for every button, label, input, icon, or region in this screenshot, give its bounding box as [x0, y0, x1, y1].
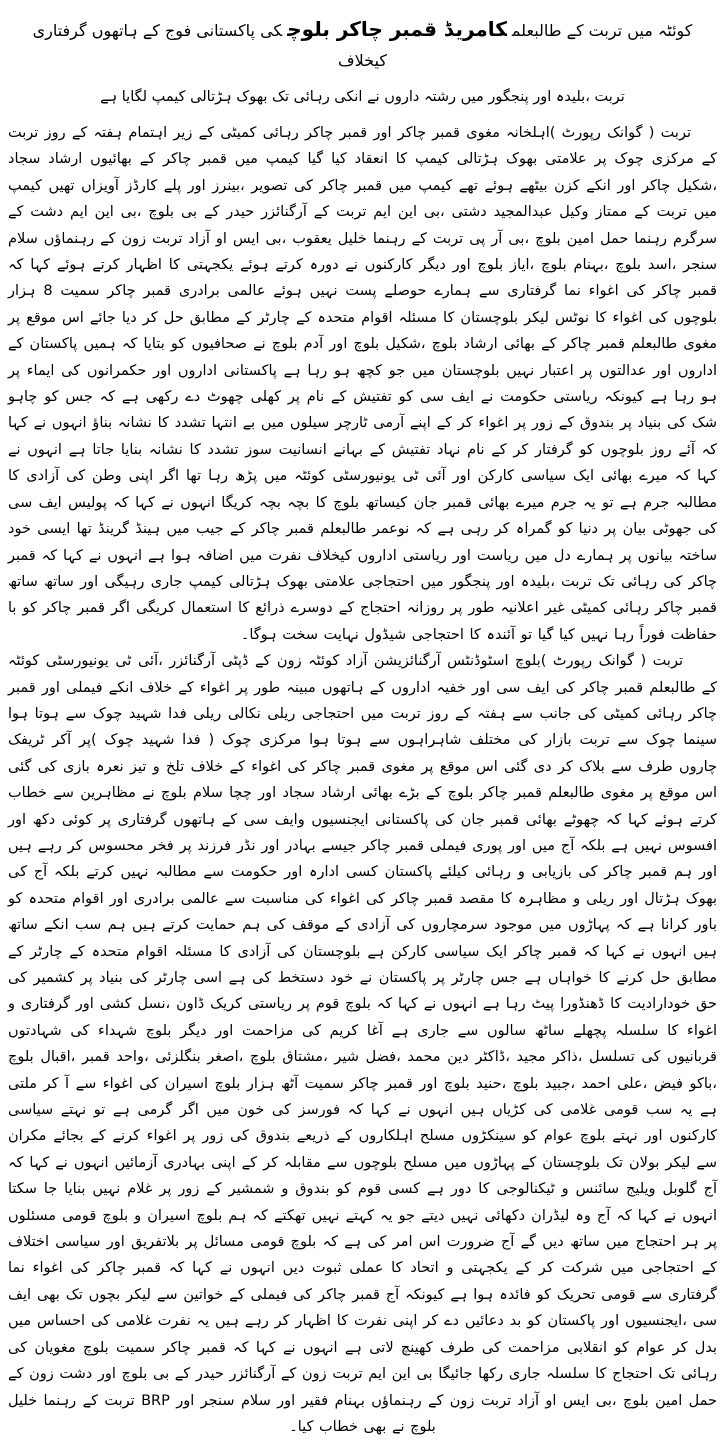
article-body [8, 120, 717, 1440]
headline [8, 14, 717, 76]
headline-subject-name: کامریڈ قمبر چاکر بلوچ [287, 17, 507, 41]
headline-suffix: کی پاکستانی فوج کے ہاتھوں گرفتاری کیخلاف [32, 21, 387, 70]
article-paragraph-2: تربت ( گوانک رپورٹ )بلوچ اسٹوڈنٹس آرگنائزیشن آزاد کوئٹہ زون کے ڈپٹی آرگنائزر ،آئی ٹی یونیورسٹی کوئٹہ کے طالبعلم قمبر چاکر کی ایف سی اور خفیہ اداروں کے ہاتھوں مبینہ طور پر اغواء کے خلاف انکے فیملی اور قمبر چاکر رہائی کمیٹی کی جانب سے ہفتہ کے روز تربت میں احتجاجی ریلی نکالی ریلی فدا شہید چوک سے ہوتا ہوا سینما چوک سے تربت بازار کی مختلف شاہراہوں سے ہوتا ہوا مرکزی چوک ( فدا شہید چوک )پر آکر ٹریفک چاروں طرف سے بلاک کر دی گئی اس موقع پر مغوی قمبر چاکر کی اغواء کے خلاف تلخ و تیز نعرہ بازی کی گئی اس موقع پر مغوی طالبعلم قمبر چاکر بلوچ کے بڑے بھائی ارشاد سجاد اور چچا سلام بلوچ نے مظاہرین سے خطاب کرتے ہوئے کہا کہ چھوٹے بھائی قمبر جان کی پاکستانی ایجنسیوں وایف سی کے ہاتھوں گرفتاری پر کوئی دکھ اور افسوس نہیں ہے بلکہ آج میں اور پوری فیملی قمبر چاکر جیسے بہادر اور نڈر فرزند پر فخر محسوس کر رہے ہیں اور ہم قمبر چاکر کی بازیابی و رہائی کیلئے پاکستان کسی ادارہ اور حکومت سے مطالبہ نہیں کرتے بلکہ آج کی بھوک ہڑتال اور ریلی و مظاہرہ کا مقصد قمبر چاکر کی اغواء کی مناسبت سے عالمی برادری اور اقوام متحدہ کو باور کرانا ہے کہ پہاڑوں میں موجود سرمچاروں کی آزادی کے موقف کی ہم حمایت کرتے ہیں ہم سب انکے ساتھ ہیں انہوں نے کہا کہ قمبر چاکر ایک سیاسی کارکن ہے بلوچستان کی آزادی کا مسئلہ اقوام متحدہ کے چارٹر کے مطابق حل کرنے کا خواہاں ہے جس چارٹر پر پاکستان نے خود دستخط کی ہے اسی چارٹر کی بنیاد پر کشمیر کی حق خودارادیت کا ڈھنڈورا پیٹ رہا ہے انہوں نے کہا کہ بلوچ قوم پر ریاستی کریک ڈاون ،نسل کشی اور گرفتاری و اغواء کا سلسلہ پچھلے ساٹھ سالوں سے جاری ہے آغا کریم کی مزاحمت اور دیگر بلوچ شہداء کی شہادتوں قربانیوں کی تسلسل ،ذاکر مجید ،ڈاکٹر دین محمد ،فضل شیر ،مشتاق بلوچ ،اصغر بنگلزئی ،واحد قمبر ،اقبال بلوچ ،باکو فیض ،علی احمد ،جبید بلوچ ،حنید بلوچ اور قمبر چاکر سمیت آٹھ ہزار بلوچ اسیران کی اغواء سے آ کر ملتی ہے یہ سب قومی غلامی کی کڑیاں ہیں انہوں نے کہا کہ فورسز کی خون میں اگر گرمی ہے تو نہتے سیاسی کارکنوں اور نہتے بلوچ عوام کو سینکڑوں مسلح اہلکاروں کے ذریعے بندوق کی زور پر اغواء کرنے کے بجائے مکران سے لیکر بولان تک بلوچستان کے پہاڑوں میں مسلح بلوچوں سے مقابلہ کر کے اپنی بہادری آزمائیں انہوں نے کہا کہ آج گلوبل ویلیج سائنس و ٹیکنالوجی کا دور ہے کسی قوم کو بندوق و شمشیر کے زور پر غلام نہیں بنایا جا سکتا انہوں نے کہا کہ آج وہ لیڈران دکھائی نہیں دیتے جو یہ کہتے نہیں تھکتے کہ ہم بلوچ اسیران و بلوچ قومی مسئلوں پر ہر احتجاج میں ساتھ دیں گے آج ضرورت اس امر کی ہے کہ بلوچ قومی مسائل پر بلاتفریق اور سیاسی اختلاف کے احتجاجی میں شرکت کر کے یکجہتی و اتحاد کا عملی ثبوت دیں انہوں نے کہا کہ قمبر چاکر کی اغواء نما گرفتاری سے قومی تحریک کو فائدہ ہوا ہے کیونکہ آج قمبر چاکر کی فیملی کے خواتین سے لیکر بچوں تک بھی ایف سی ،ایجنسیوں اور پاکستان کو بد دعائیں دے کر اپنی نفرت کا اظہار کر رہے ہیں یہ نفرت غلامی کی احساس میں بدل کر عوام کو انقلابی مزاحمت کی طرف کھینچ لاتی ہے انہوں نے کہا کہ قمبر چاکر سمیت بلوچ مغویان کی رہائی تک احتجاج کا سلسلہ جاری رکھا جائیگا بی این ایم تربت زون کے آرگنائزر حیدر کے بی بلوچ اور دشت زون کے حمل امین بلوچ ،بی ایس او آزاد تربت زون کے رہنماؤں بہنام فقیر اور سلام سنجر اور BRP تربت کے رہنما خلیل بلوچ نے بھی خطاب کیا۔ [8, 653, 718, 1435]
headline-prefix: کوئٹہ میں تربت کے طالبعلم [511, 21, 693, 40]
article-paragraph-1: تربت ( گوانک رپورٹ )اہلخانہ مغوی قمبر چاکر اور قمبر چاکر رہائی کمیٹی کے زیر اہتمام ہفتہ کے روز تربت کے مرکزی چوک پر علامتی بھوک ہڑتالی کیمپ کا انعقاد کیا گیا کیمپ میں قمبر چاکر کے بھائیوں ارشاد سجاد ،شکیل چاکر اور انکے کزن بیٹھے ہوئے تھے کیمپ میں قمبر چاکر کی تصویر ،بینرز اور پلے کارڈز آویزاں تھیں کیمپ میں تربت کے ممتاز وکیل عبدالمجید دشتی ،بی این ایم تربت کے آرگنائزر حیدر کے بی بلوچ ،بی این ایم دشت کے سرگرم رہنما حمل امین بلوچ ،بی آر پی تربت کے رہنما خلیل یعقوب ،بی ایس او آزاد تربت زون کے رہنماؤں سلام سنجر ،اسد بلوچ ،بہنام بلوچ ،ایاز بلوچ اور دیگر کارکنوں نے دورہ کرتے ہوئے یکجہتی کا اظہار کرتے ہوئے کہا کہ قمبر چاکر کی اغواء نما گرفتاری سے ہمارے حوصلے پست نہیں ہوئے عالمی برادری قمبر چاکر سمیت 8 ہزار بلوچوں کی اغواء کا نوٹس لیکر بلوچستان کا مسئلہ اقوام متحدہ کے چارٹر کے مطابق حل کر دیا جائے اس موقع پر مغوی طالبعلم قمبر چاکر کے بھائی ارشاد بلوچ ،شکیل بلوچ اور آدم بلوچ نے صحافیوں کو بتایا کہ ہمیں پاکستان کے اداروں اور عدالتوں پر اعتبار نہیں بلوچستان میں جو کچھ ہو رہا ہے پاکستانی اداروں اور حکمرانوں کی ایماء پر ہو رہا ہے کیونکہ ریاستی حکومت نے ایف سی کو تفتیش کے نام پر کھلی چھوٹ دے رکھی ہے کہ جس کو چاہو شک کی بنیاد پر بندوق کے زور پر اغواء کر کے اپنے آرمی ٹارچر سیلوں میں بے انتہا تشدد کا نشانہ بناؤ انہوں نے کہا کہ آئے روز بلوچوں کو گرفتار کر کے نام نہاد تفتیش کے بہانے انسانیت سوز تشدد کا نشانہ بنایا جاتا ہے انہوں نے کہا کہ میرے بھائی ایک سیاسی کارکن اور آئی ٹی یونیورسٹی کوئٹہ میں پڑھ رہا تھا اگر اپنی وطن کی آزادی کا مطالبہ جرم ہے تو یہ جرم میرے بھائی قمبر جان کیساتھ بلوچ کا بچہ بچہ کریگا انہوں نے کہا کہ پولیس ایف سی کی جھوٹی بیان پر دنیا کو گمراہ کر رہی ہے کہ نوعمر طالبعلم قمبر چاکر کے جیب میں ہینڈ گرینڈ تھا ایسی خود ساختہ بیانوں پر ہمارے دل میں ریاست اور ریاستی اداروں کیخلاف نفرت میں اضافہ ہوا ہے انہوں نے کہا کہ قمبر چاکر کی رہائی تک تربت ،بلیدہ اور پنجگور میں احتجاجی علامتی بھوک ہڑتالی کیمپ جاری رہیگی اور ساتھ ساتھ قمبر چاکر رہائی کمیٹی غیر اعلانیہ طور پر روزانہ احتجاج کے دوسرے ذرائع کا استعمال کریگی اگر قمبر چاکر کو با حفاظت فوراً رہا نہیں کیا گیا تو آئندہ کا احتجاجی شیڈول نہایت سخت ہوگا۔ [8, 125, 717, 643]
subheadline: تربت ،بلیدہ اور پنجگور میں رشتہ داروں نے انکی رہائی تک بھوک ہڑتالی کیمپ لگایا ہے [100, 89, 625, 105]
